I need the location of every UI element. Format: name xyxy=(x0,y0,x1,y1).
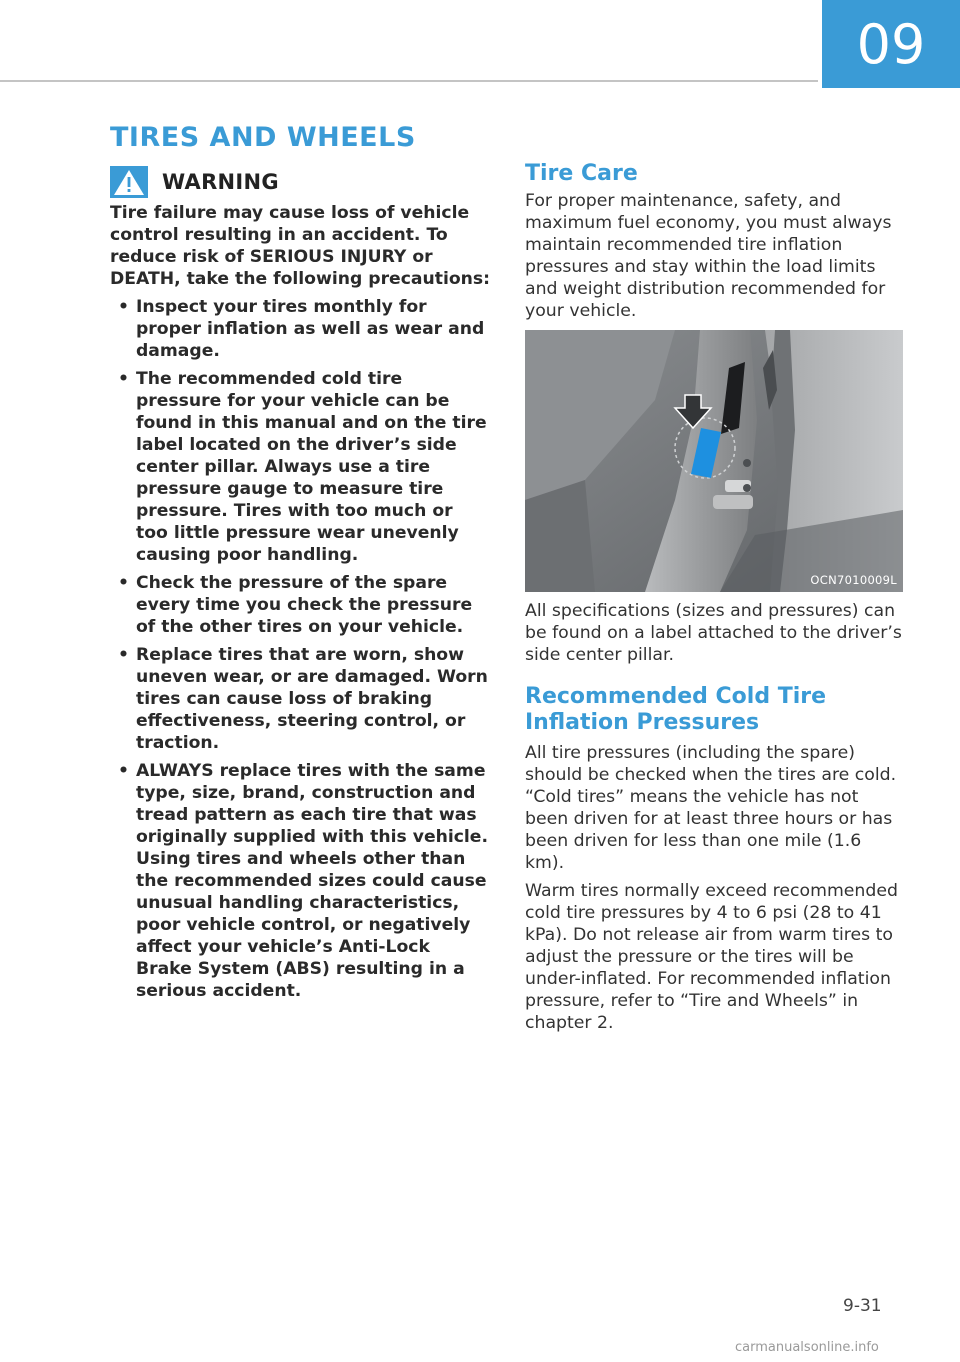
warning-item-text: Inspect your tires monthly for proper inflation as well as wear and damage. xyxy=(136,297,485,361)
tire-label-figure xyxy=(525,330,903,592)
watermark: carmanualsonline.info xyxy=(735,1340,879,1355)
door-pillar-illustration xyxy=(525,330,903,592)
warning-item-text: ALWAYS replace tires with the same type, size, brand, construction and tread pattern as each tire that was originally supplied with this vehicle. Using tires and wheels other than the recommended sizes could cause unusual handling characteristics, poor vehicle control, or negatively affect your vehicle’s Anti-Lock Brake System (ABS) resulting in a serious accident. xyxy=(136,761,488,1001)
header-rule xyxy=(0,80,818,82)
bullet: • xyxy=(118,645,129,665)
warning-header xyxy=(110,166,490,198)
cold-tire-paragraph-1: All tire pressures (including the spare) should be checked when the tires are cold. “Cold tires” means the vehicle has not been driven for at least three hours or has been driven for less than one mile (1.6 km). xyxy=(525,743,897,873)
bullet: • xyxy=(118,573,129,593)
tire-care-heading: Tire Care xyxy=(525,161,638,186)
warning-item xyxy=(110,572,490,638)
right-column xyxy=(525,160,903,1040)
warning-list xyxy=(110,296,490,1002)
tire-care-paragraph: For proper maintenance, safety, and maximum fuel economy, you must always maintain recommended tire inflation pressures and stay within the load limits and weight distribution recommended for your vehicle. xyxy=(525,191,892,321)
warning-item xyxy=(110,368,490,566)
warning-item-text: Replace tires that are worn, show uneven wear, or are damaged. Worn tires can cause loss of braking effectiveness, steering control, or traction. xyxy=(136,645,488,753)
warning-label: WARNING xyxy=(162,170,279,194)
cold-tire-heading xyxy=(525,684,903,736)
section-title: TIRES AND WHEELS xyxy=(110,122,416,153)
page-number: 9-31 xyxy=(843,1296,882,1316)
warning-box xyxy=(110,166,490,1008)
figure-code: OCN7010009L xyxy=(810,573,897,587)
bullet: • xyxy=(118,369,129,389)
warning-item-text: Check the pressure of the spare every time you check the pressure of the other tires on your vehicle. xyxy=(136,573,473,637)
bullet: • xyxy=(118,761,129,781)
warning-triangle-icon xyxy=(110,166,148,198)
bullet: • xyxy=(118,297,129,317)
warning-intro: Tire failure may cause loss of vehicle control resulting in an accident. To reduce risk of SERIOUS INJURY or DEATH, take the following precautions: xyxy=(110,203,490,289)
warning-item xyxy=(110,760,490,1002)
figure-caption: All specifications (sizes and pressures) can be found on a label attached to the driver’s side center pillar. xyxy=(525,601,902,665)
cold-tire-heading-line2: Inflation Pressures xyxy=(525,710,760,735)
warning-item xyxy=(110,296,490,362)
warning-item xyxy=(110,644,490,754)
chapter-tab: 09 xyxy=(822,0,960,88)
cold-tire-paragraph-2: Warm tires normally exceed recommended cold tire pressures by 4 to 6 psi (28 to 41 kPa). Do not release air from warm tires to adjust the pressure or the tires will be under-inflated. For recommended inflation pressure, refer to “Tire and Wheels” in chapter 2. xyxy=(525,881,898,1033)
warning-item-text: The recommended cold tire pressure for your vehicle can be found in this manual and on the tire label located on the driver’s side center pillar. Always use a tire pressure gauge to measure tire pressure. Tires with too much or too little pressure wear unevenly causing poor handling. xyxy=(136,369,487,565)
cold-tire-heading-line1: Recommended Cold Tire xyxy=(525,684,827,709)
